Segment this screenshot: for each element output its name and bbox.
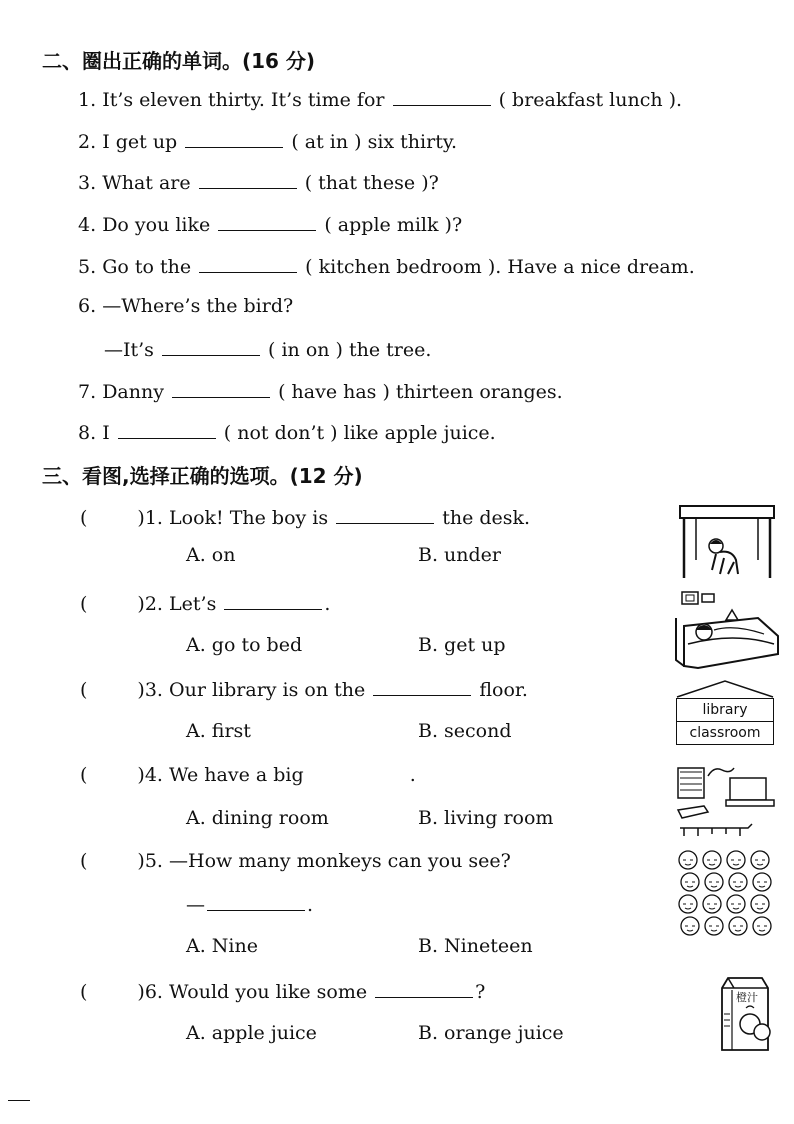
answer-blank[interactable] (162, 337, 260, 356)
answer-blank[interactable] (375, 979, 473, 998)
answer-paren-open: ( (80, 507, 88, 529)
option-a: A. first (186, 720, 251, 742)
school-building-picture (676, 680, 774, 745)
carton-icon (716, 974, 776, 1054)
answer-paren-close: ) (137, 981, 145, 1003)
juice-carton-picture (716, 974, 776, 1054)
answer-paren-close: ) (137, 764, 145, 786)
option-a: A. dining room (186, 807, 329, 829)
s2-item-3: 3. What are ( that these )? (78, 172, 439, 194)
s3-q4: ( )4. We have a big . (80, 764, 416, 786)
boy-under-desk-picture (676, 500, 778, 582)
option-b: B. under (418, 544, 502, 566)
answer-blank[interactable] (185, 129, 283, 148)
s2-item-4: 4. Do you like ( apple milk )? (78, 214, 463, 236)
answer-blank[interactable] (336, 505, 434, 524)
answer-paren-open: ( (80, 593, 88, 615)
answer-paren-close: ) (137, 850, 145, 872)
option-b: B. second (418, 720, 512, 742)
s2-item-7: 7. Danny ( have has ) thirteen oranges. (78, 381, 563, 403)
s2-item-6-answer: —It’s ( in on ) the tree. (104, 339, 432, 361)
answer-blank[interactable] (218, 212, 316, 231)
carton-label: 橙汁 (736, 991, 758, 1004)
s2-item-8: 8. I ( not don’t ) like apple juice. (78, 422, 496, 444)
answer-blank[interactable] (393, 87, 491, 106)
answer-paren-open: ( (80, 850, 88, 872)
answer-paren-open: ( (80, 981, 88, 1003)
s2-item-5: 5. Go to the ( kitchen bedroom ). Have a nice dream. (78, 256, 695, 278)
option-a: A. Nine (186, 935, 258, 957)
option-b: B. get up (418, 634, 506, 656)
answer-blank[interactable] (118, 420, 216, 439)
boy-in-bed-picture (674, 588, 780, 674)
footer-divider (8, 1100, 30, 1101)
s2-item-2: 2. I get up ( at in ) six thirty. (78, 131, 458, 153)
answer-paren-close: ) (137, 679, 145, 701)
s2-item-6: 6. —Where’s the bird? (78, 295, 294, 317)
s3-q2: ( )2. Let’s . (80, 593, 331, 615)
living-room-picture (674, 762, 778, 838)
monkeys-picture (674, 848, 780, 940)
answer-blank[interactable] (199, 254, 297, 273)
option-b: B. Nineteen (418, 935, 533, 957)
answer-blank[interactable] (207, 892, 305, 911)
s3-q3: ( )3. Our library is on the floor. (80, 679, 528, 701)
section3-title: 三、看图,选择正确的选项。(12 分) (42, 464, 363, 488)
answer-paren-close: ) (137, 593, 145, 615)
answer-blank[interactable] (373, 677, 471, 696)
option-b: B. living room (418, 807, 554, 829)
answer-paren-open: ( (80, 679, 88, 701)
s3-q5-answer-line: — . (186, 894, 314, 916)
option-b: B. orange juice (418, 1022, 564, 1044)
s3-q5: ( )5. —How many monkeys can you see? (80, 850, 511, 872)
floor-label-library: library (677, 699, 773, 722)
answer-blank[interactable] (199, 170, 297, 189)
answer-blank[interactable] (172, 379, 270, 398)
answer-paren-close: ) (137, 507, 145, 529)
s2-item-1: 1. It’s eleven thirty. It’s time for ( breakfast lunch ). (78, 89, 683, 111)
answer-blank[interactable] (224, 591, 322, 610)
s3-q6: ( )6. Would you like some ? (80, 981, 486, 1003)
answer-paren-open: ( (80, 764, 88, 786)
s3-q1: ( )1. Look! The boy is the desk. (80, 507, 531, 529)
section2-title: 二、圈出正确的单词。(16 分) (42, 49, 316, 73)
option-a: A. on (186, 544, 236, 566)
floor-label-classroom: classroom (689, 725, 761, 741)
roof-icon (676, 680, 774, 698)
option-a: A. go to bed (186, 634, 303, 656)
option-a: A. apple juice (186, 1022, 317, 1044)
